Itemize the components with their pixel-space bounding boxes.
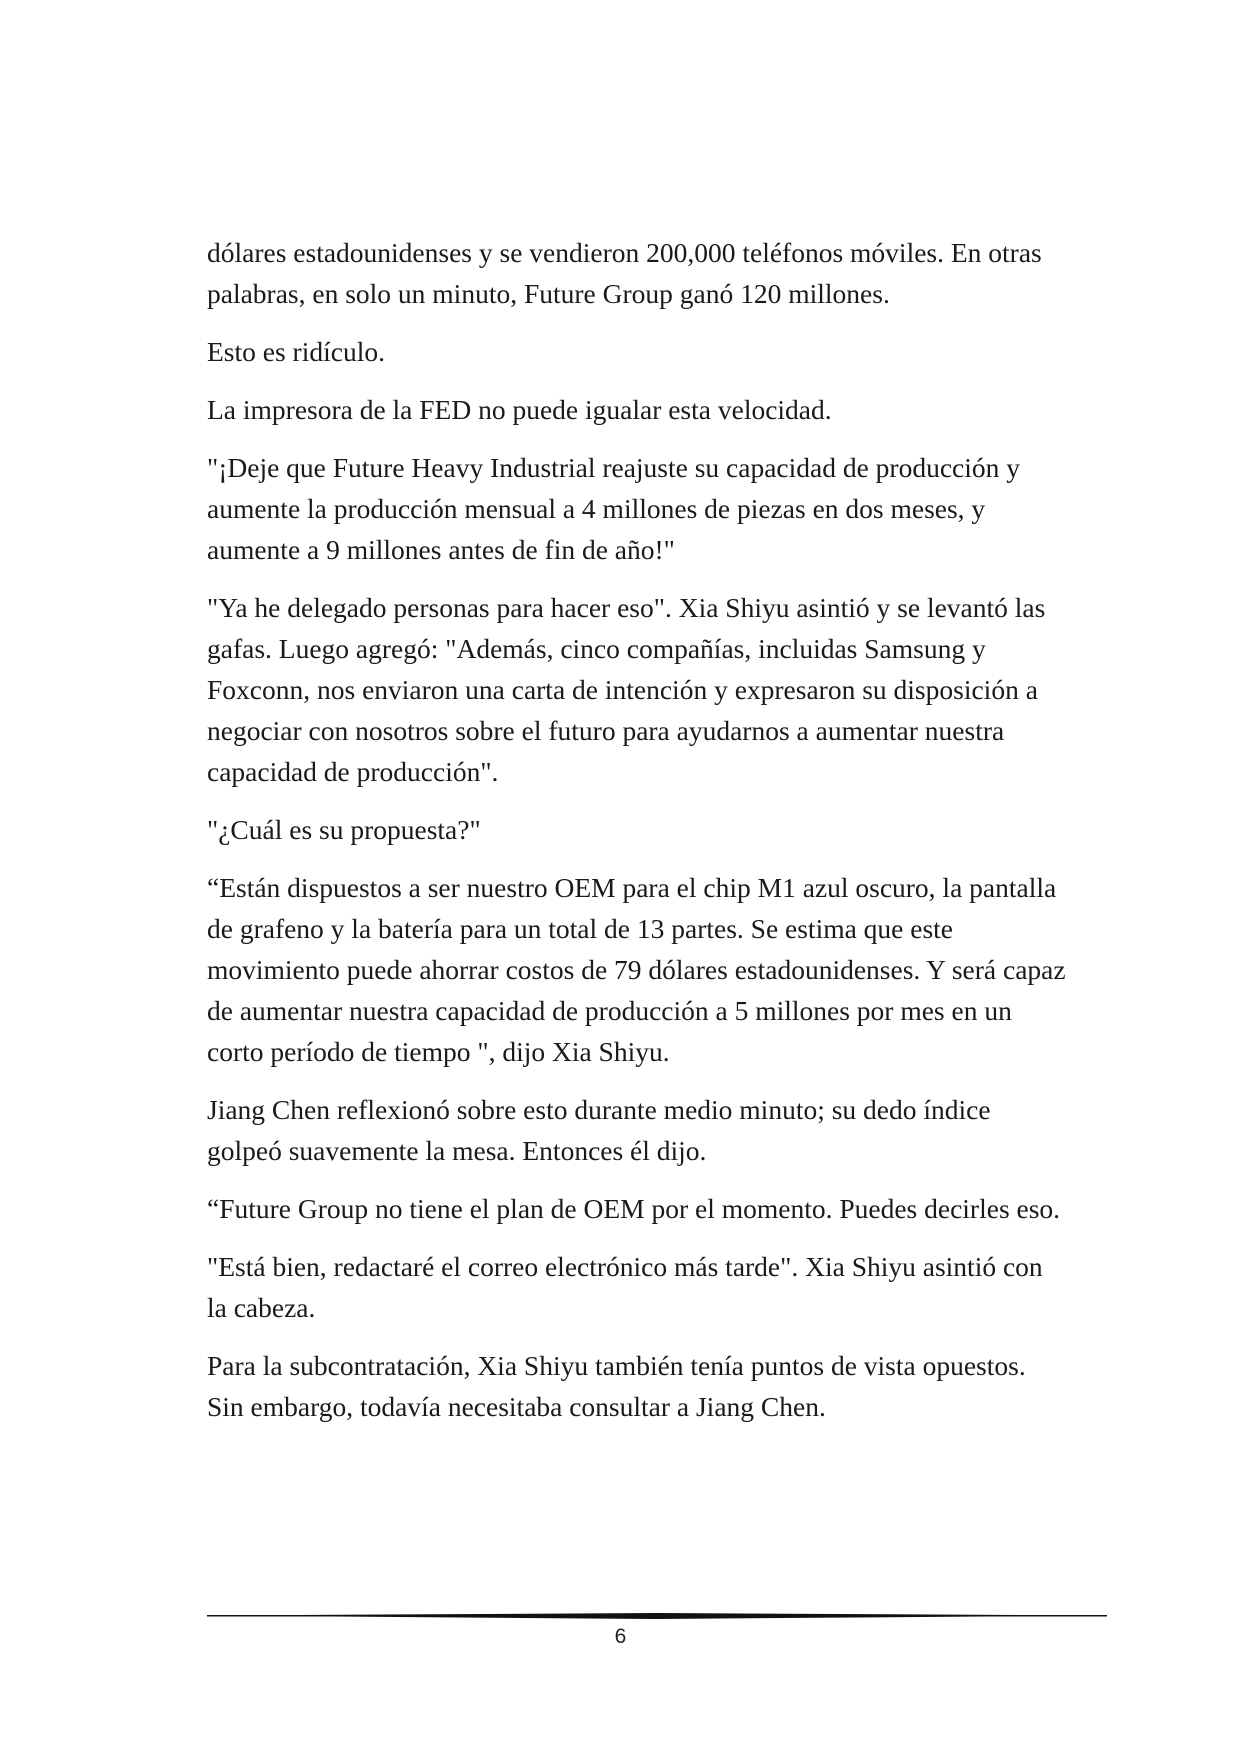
paragraph: "Está bien, redactaré el correo electrónico más tarde". Xia Shiyu asintió con la cabeza.	[207, 1251, 1043, 1323]
paragraph: Jiang Chen reflexionó sobre esto durante medio minuto; su dedo índice golpeó suavemente la mesa. Entonces él dijo.	[207, 1094, 991, 1166]
page-number: 6	[614, 1625, 627, 1648]
paragraph: "¿Cuál es su propuesta?"	[207, 814, 481, 845]
paragraph: dólares estadounidenses y se vendieron 200,000 teléfonos móviles. En otras palabras, en solo un minuto, Future Group ganó 120 millones.	[207, 237, 1042, 309]
paragraph: “Future Group no tiene el plan de OEM por el momento. Puedes decirles eso.	[207, 1193, 1061, 1224]
footer-divider	[207, 1610, 1107, 1622]
paragraph: “Están dispuestos a ser nuestro OEM para el chip M1 azul oscuro, la pantalla de grafeno y la batería para un total de 13 partes. Se estima que este movimiento puede ahorrar costos de 79 dólares estadounidenses. Y será capaz de aumentar nuestra capacidad de producción a 5 millones por mes en un corto período de tiempo ", dijo Xia Shiyu.	[207, 872, 1066, 1067]
body-text	[207, 232, 1067, 1444]
paragraph: "¡Deje que Future Heavy Industrial reajuste su capacidad de producción y aumente la producción mensual a 4 millones de piezas en dos meses, y aumente a 9 millones antes de fin de año!"	[207, 452, 1021, 565]
paragraph: Esto es ridículo.	[207, 336, 385, 367]
paragraph: Para la subcontratación, Xia Shiyu también tenía puntos de vista opuestos. Sin embargo, todavía necesitaba consultar a Jiang Chen.	[207, 1350, 1026, 1422]
paragraph: "Ya he delegado personas para hacer eso". Xia Shiyu asintió y se levantó las gafas. Luego agregó: "Además, cinco compañías, incluidas Samsung y Foxconn, nos enviaron una carta de intención y expresaron su disposición a negociar con nosotros sobre el futuro para ayudarnos a aumentar nuestra capacidad de producción".	[207, 592, 1046, 787]
paragraph: La impresora de la FED no puede igualar esta velocidad.	[207, 394, 832, 425]
